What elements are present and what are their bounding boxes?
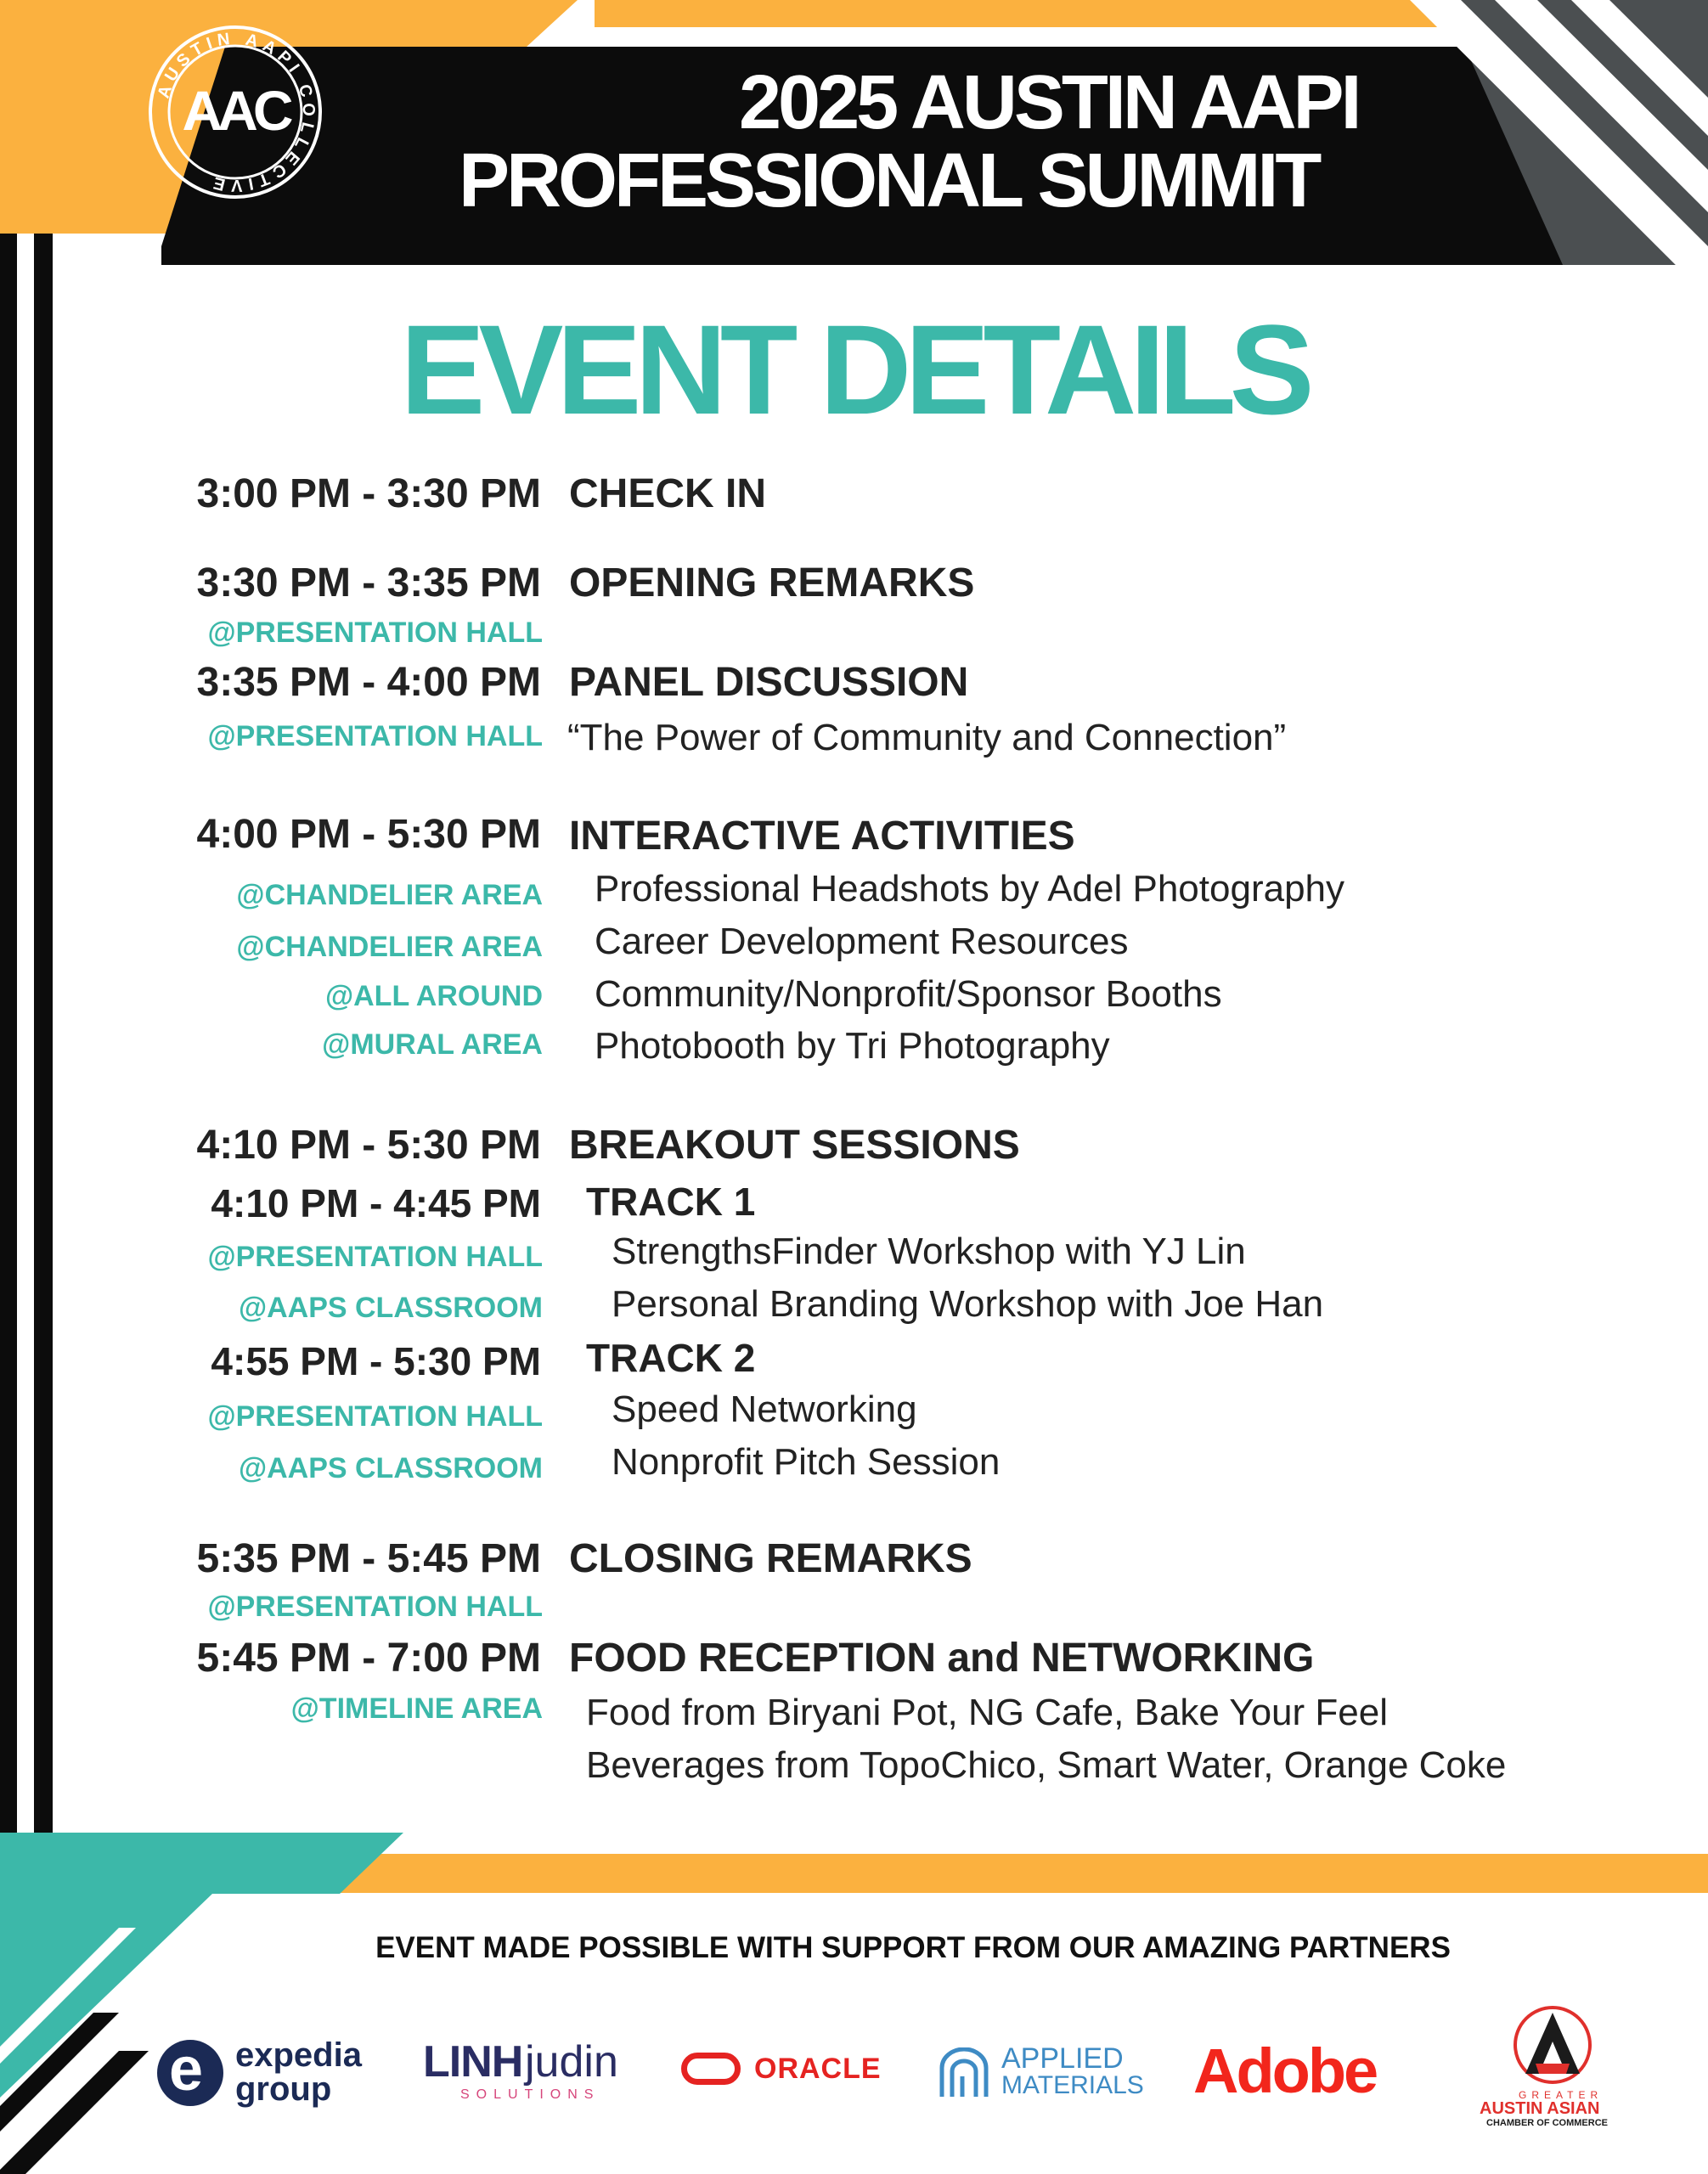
linhjudin-logo [423,2036,635,2104]
schedule-title: CLOSING REMARKS [569,1536,972,1581]
activity-item: Professional Headshots by Adel Photography [595,868,1345,910]
activity-item: Photobooth by Tri Photography [595,1025,1110,1067]
schedule-time: 3:35 PM - 4:00 PM [196,660,541,705]
session-item: Speed Networking [612,1388,917,1430]
austin-asian-chamber-logo [1468,2004,1629,2132]
expedia-mark-letter: e [169,2036,204,2104]
applied-materials-icon [937,2047,991,2098]
food-list: Food from Biryani Pot, NG Cafe, Bake Your Feel [586,1692,1389,1733]
schedule-title: BREAKOUT SESSIONS [569,1123,1020,1168]
location-label: @ALL AROUND [324,980,543,1012]
summit-title [459,60,1461,223]
page-title: EVENT DETAILS [400,298,1308,441]
schedule-time: 3:00 PM - 3:30 PM [196,471,541,516]
schedule-time: 3:30 PM - 3:35 PM [196,560,541,605]
expedia-line2: group [235,2070,332,2108]
schedule-time: 4:00 PM - 5:30 PM [196,812,541,857]
adobe-logo: Adobe [1193,2036,1377,2106]
oracle-word: ORACLE [754,2053,882,2085]
applied-materials-logo [937,2042,1158,2104]
linhjudin-sub: SOLUTIONS [460,2087,600,2102]
schedule-time: 5:45 PM - 7:00 PM [196,1636,541,1681]
location-label: @PRESENTATION HALL [207,1591,543,1623]
org-logo-letters: AAC [182,79,289,142]
location-label: @PRESENTATION HALL [207,617,543,649]
chamber-line1: AUSTIN ASIAN [1480,2099,1600,2118]
schedule-time: 5:35 PM - 5:45 PM [196,1536,541,1581]
expedia-logo [157,2036,369,2109]
expedia-line1: expedia [235,2036,362,2074]
org-logo [144,21,327,204]
track-time: 4:55 PM - 5:30 PM [211,1339,541,1383]
location-label: @CHANDELIER AREA [236,931,543,963]
location-label: @TIMELINE AREA [290,1692,543,1725]
schedule-title: CHECK IN [569,471,767,516]
track-label: TRACK 1 [586,1180,756,1224]
activity-item: Career Development Resources [595,921,1129,962]
location-label: @AAPS CLASSROOM [238,1292,543,1324]
linhjudin-light: judin [525,2037,618,2087]
org-logo-mark [144,21,327,204]
summit-title-line1: 2025 AUSTIN AAPI [739,60,1359,145]
chamber-top: GREATER [1519,2089,1604,2101]
track-time: 4:10 PM - 4:45 PM [211,1181,541,1225]
session-item: Personal Branding Workshop with Joe Han [612,1283,1324,1325]
location-label: @PRESENTATION HALL [207,720,543,752]
location-label: @PRESENTATION HALL [207,1241,543,1273]
schedule-title: PANEL DISCUSSION [569,660,969,705]
oracle-mark-icon [681,2053,741,2085]
linhjudin-bold: LINH [423,2037,523,2087]
oracle-logo [679,2049,892,2092]
schedule-title: FOOD RECEPTION and NETWORKING [569,1636,1315,1681]
org-logo-ring-text: AUSTIN AAPI COLLECTIVE [154,29,318,195]
beverage-list: Beverages from TopoChico, Smart Water, Orange Coke [586,1744,1507,1786]
location-label: @CHANDELIER AREA [236,879,543,911]
location-label: @PRESENTATION HALL [207,1400,543,1433]
chamber-line2: CHAMBER OF COMMERCE [1486,2118,1608,2128]
session-item: Nonprofit Pitch Session [612,1441,1001,1483]
applied-line2: MATERIALS [1001,2071,1144,2099]
chamber-emblem-icon [1510,2004,1595,2089]
schedule-title: OPENING REMARKS [569,560,975,605]
activity-item: Community/Nonprofit/Sponsor Booths [595,973,1222,1015]
applied-line1: APPLIED [1001,2042,1124,2075]
partners-heading: EVENT MADE POSSIBLE WITH SUPPORT FROM OUR AMAZING PARTNERS [375,1931,1451,1964]
location-label: @MURAL AREA [322,1028,543,1061]
schedule-title: INTERACTIVE ACTIVITIES [569,814,1075,859]
schedule-time: 4:10 PM - 5:30 PM [196,1123,541,1168]
summit-title-line2: PROFESSIONAL SUMMIT [459,138,1319,223]
location-label: @AAPS CLASSROOM [238,1452,543,1484]
panel-subtitle: “The Power of Community and Connection” [567,717,1287,758]
session-item: StrengthsFinder Workshop with YJ Lin [612,1231,1246,1272]
track-label: TRACK 2 [586,1336,756,1380]
